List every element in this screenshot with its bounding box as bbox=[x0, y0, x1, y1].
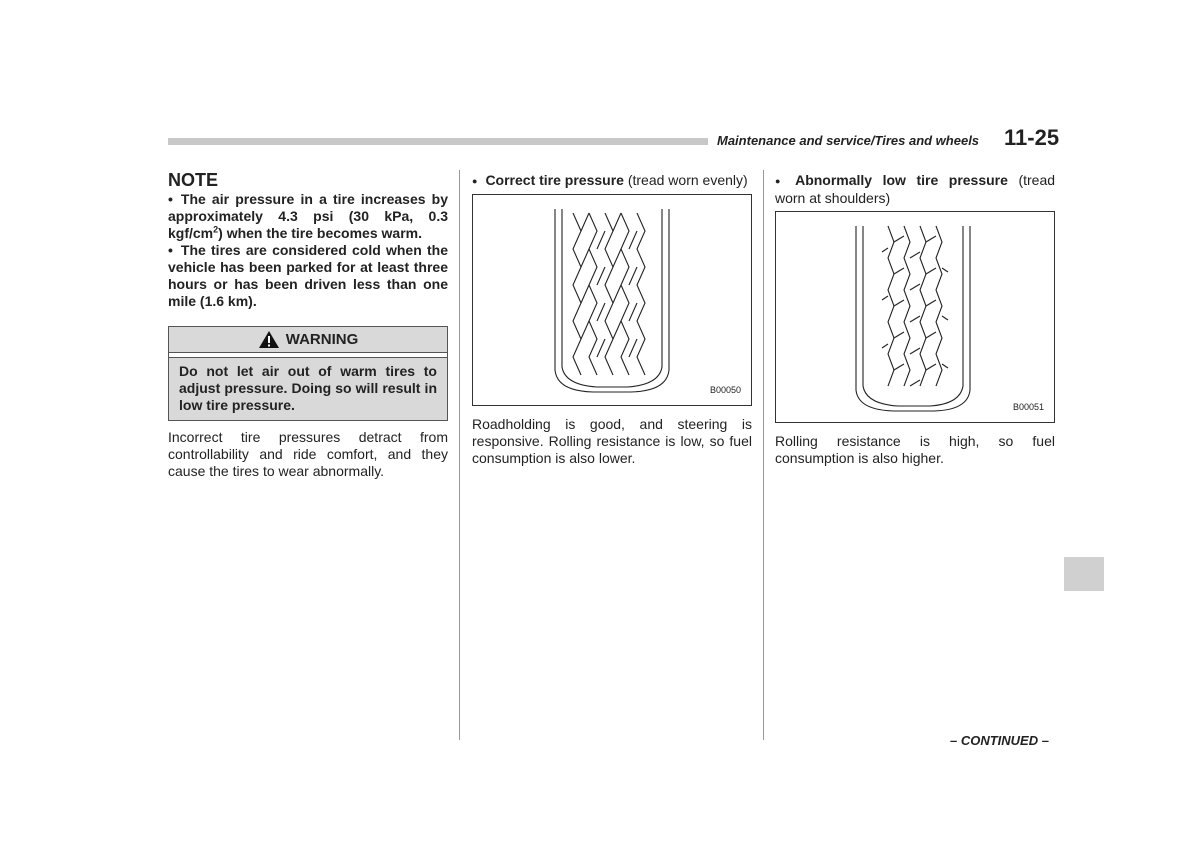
header-rule bbox=[168, 138, 708, 145]
low-pressure-heading bbox=[775, 172, 1055, 207]
correct-pressure-heading bbox=[472, 172, 752, 190]
col1-paragraph: Incorrect tire pressures detract from controllability and ride comfort, and they cause the tires to wear abnormally. bbox=[168, 429, 448, 479]
page-number: 11-25 bbox=[1004, 125, 1060, 150]
tire-tread-even-icon bbox=[473, 195, 751, 405]
bullet-icon: ● bbox=[775, 175, 788, 186]
section-tab-marker bbox=[1064, 557, 1104, 591]
bullet-icon: ● bbox=[472, 175, 478, 186]
warning-title: WARNING bbox=[285, 331, 359, 348]
bullet-icon: • bbox=[168, 242, 173, 258]
low-pressure-caption: Rolling resistance is high, so fuel consumption is also higher. bbox=[775, 432, 1055, 466]
low-pressure-detail: (tread worn at shoulders) bbox=[775, 172, 1056, 206]
figure-code: B00051 bbox=[1012, 401, 1044, 412]
low-pressure-label: Abnormally low tire pressure bbox=[795, 172, 1008, 188]
bullet-icon: • bbox=[168, 191, 173, 207]
correct-pressure-detail: (tread worn evenly) bbox=[627, 172, 748, 188]
column-middle bbox=[472, 172, 752, 467]
tire-tread-shoulder-icon bbox=[776, 212, 1054, 422]
note-bullet-2: • The tires are considered cold when the vehicle has been parked for at least three hours or has been driven less than one mile (1.6 km). bbox=[168, 242, 448, 309]
column-divider bbox=[459, 170, 460, 740]
continued-label: – CONTINUED – bbox=[950, 733, 1049, 748]
correct-pressure-label: Correct tire pressure bbox=[485, 172, 624, 188]
note-title: NOTE bbox=[168, 170, 219, 190]
warning-box bbox=[168, 326, 448, 421]
column-left bbox=[168, 172, 448, 480]
note-bullet-1: • The air pressure in a tire increases by approximately 4.3 psi (30 kPa, 0.3 kgf/$cm^2$) when the tire becomes warm. bbox=[168, 191, 448, 241]
warning-triangle-icon bbox=[258, 330, 280, 349]
column-divider bbox=[763, 170, 764, 740]
column-right bbox=[775, 172, 1055, 467]
warning-body: Do not let air out of warm tires to adjust pressure. Doing so will result in low tire pressure. bbox=[169, 357, 447, 420]
warning-header bbox=[169, 327, 447, 353]
correct-pressure-caption: Roadholding is good, and steering is responsive. Rolling resistance is low, so fuel consumption is also lower. bbox=[472, 415, 752, 466]
figure-shoulder-wear bbox=[775, 211, 1055, 423]
figure-code: B00050 bbox=[709, 384, 741, 395]
figure-even-wear bbox=[472, 194, 752, 406]
header-section-title: Maintenance and service/Tires and wheels bbox=[717, 133, 980, 148]
